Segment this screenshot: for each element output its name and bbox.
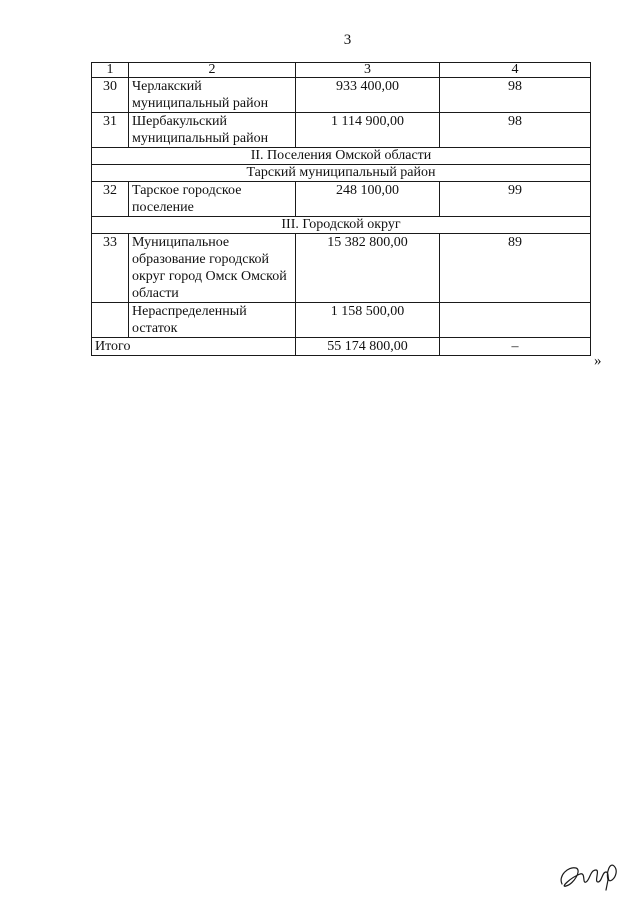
row-amount: 1 114 900,00 [296, 113, 440, 148]
section-heading-row [92, 165, 591, 182]
row-name: Муниципальное образование городской округ город Омск Омской области [129, 234, 296, 303]
section-heading: Тарский муниципальный район [92, 165, 591, 182]
row-amount: 1 158 500,00 [296, 303, 440, 338]
total-row [92, 338, 591, 356]
page-number: 3 [343, 32, 352, 48]
table-row [92, 303, 591, 338]
header-row [92, 63, 591, 78]
section-heading-row [92, 148, 591, 165]
row-number: 30 [92, 78, 129, 113]
row-percent: 89 [440, 234, 591, 303]
total-percent: – [440, 338, 591, 356]
total-label: Итого [92, 338, 296, 356]
row-name: Черлакский муниципальный район [129, 78, 296, 113]
section-heading-row [92, 217, 591, 234]
column-number-4: 4 [440, 63, 591, 78]
table-row [92, 78, 591, 113]
closing-quote: » [594, 353, 602, 369]
row-number [92, 303, 129, 338]
column-number-1: 1 [92, 63, 129, 78]
row-percent [440, 303, 591, 338]
allocation-table [91, 62, 591, 356]
row-name: Шербакульский муниципальный район [129, 113, 296, 148]
row-name: Тарское городское поселение [129, 182, 296, 217]
signature-icon [556, 858, 620, 892]
column-number-3: 3 [296, 63, 440, 78]
row-name: Нераспределенный остаток [129, 303, 296, 338]
section-heading: III. Городской округ [92, 217, 591, 234]
row-number: 31 [92, 113, 129, 148]
table-row [92, 182, 591, 217]
row-amount: 248 100,00 [296, 182, 440, 217]
signature [556, 858, 620, 897]
row-percent: 98 [440, 113, 591, 148]
section-heading: II. Поселения Омской области [92, 148, 591, 165]
row-number: 33 [92, 234, 129, 303]
row-amount: 15 382 800,00 [296, 234, 440, 303]
column-number-2: 2 [129, 63, 296, 78]
row-number: 32 [92, 182, 129, 217]
table-row [92, 113, 591, 148]
total-amount: 55 174 800,00 [296, 338, 440, 356]
row-percent: 98 [440, 78, 591, 113]
table-row [92, 234, 591, 303]
row-percent: 99 [440, 182, 591, 217]
row-amount: 933 400,00 [296, 78, 440, 113]
